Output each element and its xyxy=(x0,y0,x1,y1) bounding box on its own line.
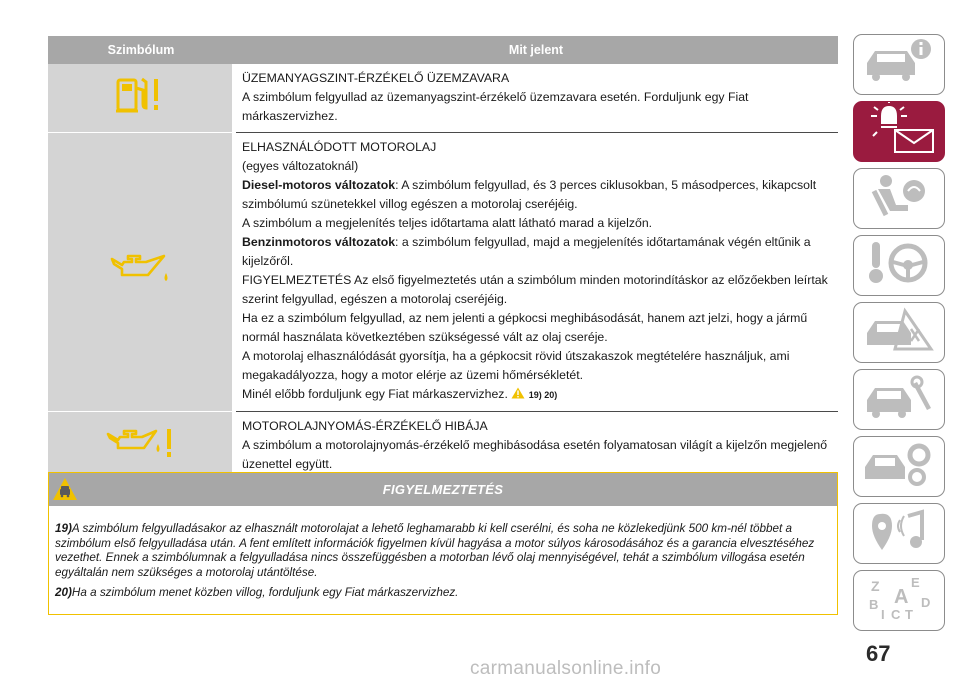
warning-text: FIGYELMEZTETÉS Az első figyelmeztetés után a szimbólum minden motorindításkor az előzőekben leírtak szerint felgyullad, egészen a motorolaj cseréjéig. xyxy=(242,273,828,306)
symbol-cell xyxy=(48,412,234,481)
warning-note xyxy=(55,522,831,580)
tab-maintenance[interactable] xyxy=(853,369,945,430)
tab-emergency[interactable] xyxy=(853,302,945,363)
service-text: Minél előbb forduljunk egy Fiat márkaszervizhez. xyxy=(242,387,508,401)
warning-light-message-icon xyxy=(859,102,939,161)
watermark: carmanualsonline.info xyxy=(470,658,662,678)
meaning-cell xyxy=(234,133,838,412)
note-number: 20) xyxy=(55,586,72,599)
petrol-label: Benzinmotoros változatok xyxy=(242,235,396,249)
multimedia-icon xyxy=(864,506,934,561)
tab-starting-driving[interactable] xyxy=(853,235,945,296)
warning-triangle-icon xyxy=(511,386,525,405)
warning-box xyxy=(48,472,838,615)
alpha-letter: D xyxy=(921,595,931,610)
service-paragraph xyxy=(242,385,832,405)
table-row xyxy=(48,64,838,133)
symbol-table-container xyxy=(48,36,838,481)
header-symbol: Szimbólum xyxy=(48,36,234,64)
table-header-row xyxy=(48,36,838,64)
tab-multimedia[interactable] xyxy=(853,503,945,564)
table-row xyxy=(48,133,838,412)
persist-text: A szimbólum a megjelenítés teljes időtartama alatt látható marad a kijelzőn. xyxy=(242,216,653,230)
tab-car-info[interactable] xyxy=(853,34,945,95)
alpha-letter: T xyxy=(905,607,913,622)
diesel-label: Diesel-motoros változatok xyxy=(242,178,396,192)
warning-body xyxy=(49,506,837,601)
alpha-letter: I xyxy=(881,607,885,622)
fault-text: Ha ez a szimbólum felgyullad, az nem jelenti a gépkocsi meghibásodását, hanem azt jelzi, hogy a jármű normál használata következtében szükségessé vált az olaj cseréje. xyxy=(242,311,808,344)
meaning-cell xyxy=(234,64,838,133)
alphabetical-index-icon xyxy=(861,573,937,628)
petrol-text: : a szimbólum felgyullad, majd a megjelenítés időtartamának végén eltűnik a kijelzőről. xyxy=(242,235,811,268)
fuel-sensor-fault-icon xyxy=(114,103,166,117)
note-text: Ha a szimbólum menet közben villog, forduljunk egy Fiat márkaszervizhez. xyxy=(71,586,459,599)
alpha-letter: A xyxy=(894,586,909,608)
technical-data-icon xyxy=(861,439,937,494)
petrol-paragraph xyxy=(242,233,832,271)
row-title: MOTOROLAJNYOMÁS-ÉRZÉKELŐ HIBÁJA xyxy=(242,419,488,433)
row-text: A szimbólum felgyullad az üzemanyagszint-érzékelő üzemzavara esetén. Forduljunk egy Fiat márkaszervizhez. xyxy=(242,90,749,123)
alpha-letter: C xyxy=(891,607,901,622)
tab-safety[interactable] xyxy=(853,168,945,229)
oil-pressure-sensor-fault-icon xyxy=(104,449,176,463)
row-title: ELHASZNÁLÓDOTT MOTOROLAJ xyxy=(242,140,437,154)
tab-warning-lights[interactable] xyxy=(853,101,945,162)
alpha-letter: E xyxy=(911,575,920,590)
symbol-table xyxy=(48,36,838,481)
alpha-letter: B xyxy=(869,597,879,612)
table-row xyxy=(48,412,838,481)
symbol-cell xyxy=(48,64,234,133)
car-info-icon xyxy=(861,37,937,92)
note-references[interactable]: 19) 20) xyxy=(528,390,558,400)
header-meaning: Mit jelent xyxy=(234,36,838,64)
note-text: A szimbólum felgyulladásakor az elhasznált motorolajat a lehető leghamarabb ki kell cserélni, és soha ne közlekedjünk 500 km-nél többet a szimbólum első felgyulladása után. A fent említett információk figyelmen kívül hagyása a motor súlyos károsodásához és a garancia elvesztéséhez vezethet. Ennek a szimbólumnak a felgyulladása nincs összefüggésben a motorban lévő olaj mennyiségével, tehát a szimbólum villogása esetén egyáltalán nem szükséges a motorolaj utántöltése. xyxy=(55,522,815,579)
page-number: 67 xyxy=(866,641,891,666)
diesel-text: : A szimbólum felgyullad, és 3 perces ciklusokban, 5 másodperces, kikapcsolt szimbólumú szünetekkel villog egészen a motorolaj cseréjéig. xyxy=(242,178,817,211)
diesel-paragraph xyxy=(242,176,832,214)
oil-can-icon xyxy=(108,276,172,290)
warning-note xyxy=(55,586,831,601)
car-service-icon xyxy=(861,372,937,427)
chapter-tabs xyxy=(853,34,945,637)
row-text: A szimbólum a motorolajnyomás-érzékelő meghibásodása esetén folyamatosan világít a kijelzőn megjelenő üzenettel együtt. xyxy=(242,438,828,471)
row-subtitle: (egyes változatoknál) xyxy=(242,159,359,173)
symbol-cell xyxy=(48,133,234,412)
car-accident-icon xyxy=(861,305,937,360)
alpha-letter: Z xyxy=(871,578,880,594)
key-steering-wheel-icon xyxy=(864,238,934,293)
warning-title: FIGYELMEZTETÉS xyxy=(382,482,504,497)
tab-technical-data[interactable] xyxy=(853,436,945,497)
tab-index[interactable] xyxy=(853,570,945,631)
note-number: 19) xyxy=(55,522,72,535)
aging-text: A motorolaj elhasználódását gyorsítja, ha a gépkocsit rövid útszakaszok megtételére használjuk, ami megakadályozza, hogy a motor elérje az üzemi hőmérsékletét. xyxy=(242,349,790,382)
seat-airbag-icon xyxy=(864,171,934,226)
warning-header xyxy=(49,473,837,506)
meaning-cell xyxy=(234,412,838,481)
row-title: ÜZEMANYAGSZINT-ÉRZÉKELŐ ÜZEMZAVARA xyxy=(242,71,510,85)
